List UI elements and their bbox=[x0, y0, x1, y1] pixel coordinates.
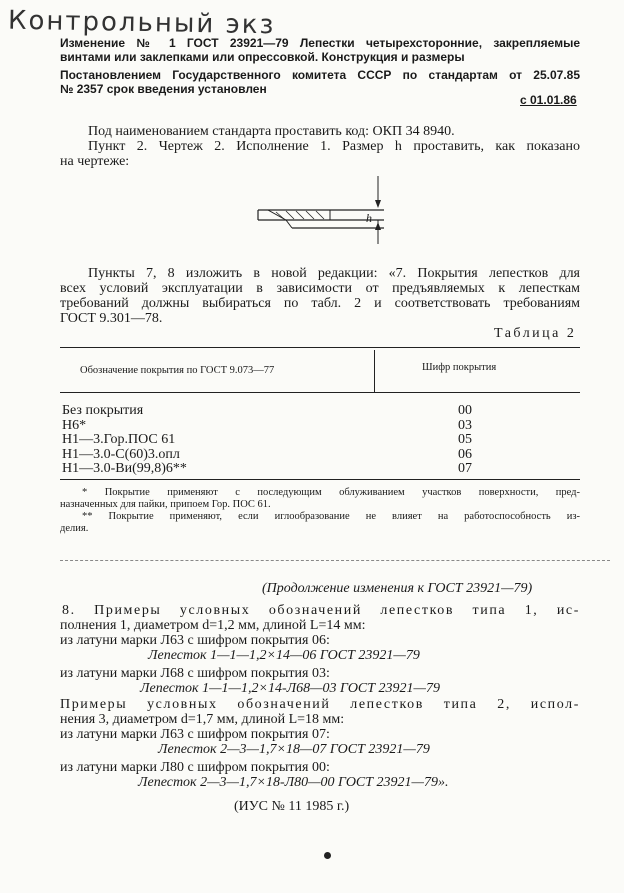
header-line-4: № 2357 срок введения установлен bbox=[60, 82, 267, 96]
section8-line-6: нения 3, диаметром d=1,7 мм, длиной L=18 мм: bbox=[60, 712, 345, 727]
example-designation-3: Лепесток 2—3—1,7×18—07 ГОСТ 23921—79 bbox=[158, 742, 430, 757]
paragraph2-line-4: ГОСТ 9.301—78. bbox=[60, 311, 163, 326]
table-header-rule bbox=[60, 392, 580, 393]
okp-code-line: Под наименованием стандарта проставить код: ОКП 34 8940. bbox=[88, 124, 455, 139]
table-cell-code: 06 bbox=[458, 446, 472, 462]
control-copy-stamp: Контрольный экз bbox=[7, 5, 276, 41]
table-col1-values bbox=[62, 404, 187, 477]
section8-line-1: 8. Примеры условных обозначений лепестков типа 1, ис- bbox=[62, 603, 580, 618]
table-cell-code: 00 bbox=[458, 403, 472, 418]
page-dot bbox=[324, 852, 331, 859]
paragraph2-line-2: всех условий эксплуатации в зависимости от предъявляемых к лепесткам bbox=[60, 281, 580, 296]
table-bottom-rule bbox=[60, 479, 580, 480]
footnote-1-line-1: * Покрытие применяют с последующим облуживанием участков поверхности, пред- bbox=[82, 487, 580, 498]
section8-line-3: из латуни марки Л63 с шифром покрытия 06: bbox=[60, 633, 330, 648]
table-col2-values bbox=[458, 404, 472, 477]
example-designation-2: Лепесток 1—1—1,2×14-Л68—03 ГОСТ 23921—79 bbox=[140, 681, 440, 696]
paragraph1-line-2: Пункт 2. Чертеж 2. Исполнение 1. Размер h проставить, как показано bbox=[88, 139, 580, 154]
table-row: Н1—3.Гор.ПОС 61 bbox=[62, 432, 176, 447]
paragraph2-line-1: Пункты 7, 8 изложить в новой редакции: «7. Покрытия лепестков для bbox=[88, 266, 580, 281]
section8-line-5: Примеры условных обозначений лепестков типа 2, испол- bbox=[60, 697, 580, 712]
header-line-3: Постановлением Государственного комитета СССР по стандартам от 25.07.85 bbox=[60, 68, 580, 82]
table-caption: Таблица 2 bbox=[494, 326, 577, 341]
footnote-2-line-2: делия. bbox=[60, 523, 89, 534]
effective-date: с 01.01.86 bbox=[520, 93, 577, 107]
example-designation-4: Лепесток 2—3—1,7×18-Л80—00 ГОСТ 23921—79». bbox=[138, 775, 449, 790]
paragraph1-line-3: на чертеже: bbox=[60, 154, 130, 169]
page-separator bbox=[60, 560, 610, 561]
header-line-2: винтами или заклепками или опрессовкой. Конструкция и размеры bbox=[60, 50, 465, 64]
table-row: Н6* bbox=[62, 417, 87, 433]
table-row: Н1—3.0-Ви(99,8)6** bbox=[62, 461, 187, 476]
footnote-2-line-1: ** Покрытие применяют, если иглообразование не влияет на работоспособность из- bbox=[82, 511, 580, 522]
footnote-1-line-2: назначенных для пайки, припоем Гор. ПОС 61. bbox=[60, 499, 271, 510]
table-cell-code: 07 bbox=[458, 461, 472, 476]
table-cell-code: 05 bbox=[458, 432, 472, 447]
table-top-rule bbox=[60, 347, 580, 348]
dimension-label-h: h bbox=[366, 211, 372, 225]
table-cell-code: 03 bbox=[458, 417, 472, 433]
section8-line-7: из латуни марки Л63 с шифром покрытия 07: bbox=[60, 727, 330, 742]
section8-line-8: из латуни марки Л80 с шифром покрытия 00: bbox=[60, 760, 330, 775]
table-row: Н1—3.0-С(60)3.опл bbox=[62, 446, 180, 462]
table-column-divider bbox=[374, 350, 375, 392]
ius-reference: (ИУС № 11 1985 г.) bbox=[234, 799, 350, 814]
paragraph2-line-3: требований должны выбираться по табл. 2 и соответствовать требованиям bbox=[60, 296, 580, 311]
table-col1-header: Обозначение покрытия по ГОСТ 9.073—77 bbox=[80, 365, 275, 376]
section8-line-2: полнения 1, диаметром d=1,2 мм, длиной L=14 мм: bbox=[60, 618, 366, 633]
continuation-heading: (Продолжение изменения к ГОСТ 23921—79) bbox=[262, 581, 533, 596]
table-row: Без покрытия bbox=[62, 403, 144, 418]
table-col2-header: Шифр покрытия bbox=[422, 362, 497, 373]
header-line-1: Изменение № 1 ГОСТ 23921—79 Лепестки четырехсторонние, закрепляемые bbox=[60, 36, 580, 50]
example-designation-1: Лепесток 1—1—1,2×14—06 ГОСТ 23921—79 bbox=[148, 648, 420, 663]
section8-line-4: из латуни марки Л68 с шифром покрытия 03: bbox=[60, 666, 330, 681]
